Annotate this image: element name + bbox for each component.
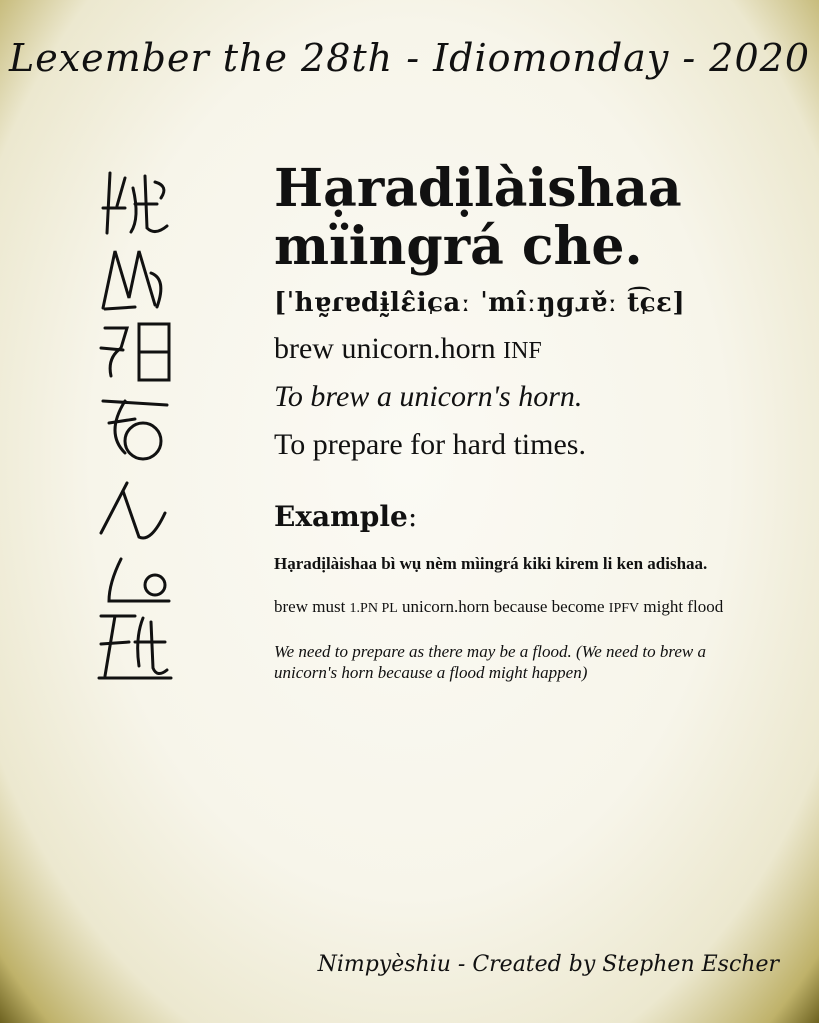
- entry-content: [274, 160, 794, 683]
- example-heading: [274, 500, 794, 533]
- script-glyph-1: [95, 168, 175, 238]
- headword-line-2: mïingrá che.: [274, 216, 643, 277]
- script-glyph-3: [95, 318, 175, 388]
- script-glyph-5: [95, 473, 175, 548]
- gloss-tag: INF: [503, 338, 542, 364]
- native-script-column: [95, 168, 175, 688]
- headword-line-1: Hạradịlàishaa: [274, 158, 682, 219]
- ipa-transcription: [ˈhɐ̰ɾɐdɨ̰lɛ̂iɕaː ˈmîːŋɡɹɐ̌ː t͡ɕɛ]: [274, 288, 686, 318]
- gloss-words: brew unicorn.horn: [274, 332, 496, 365]
- example-sentence: Hạradịlàishaa bì wụ nèm mìingrá kiki kirem li ken adishaa.: [274, 554, 708, 573]
- example-gloss-part: might flood: [643, 597, 724, 616]
- example-gloss-part: IPFV: [608, 601, 640, 616]
- headword: [274, 160, 794, 276]
- page-title: Lexember the 28th - Idiomonday - 2020: [8, 36, 811, 80]
- example-heading-label: Example: [274, 500, 408, 533]
- example-translation: We need to prepare as there may be a flood. (We need to brew a unicorn's horn because a flood might happen): [274, 642, 706, 682]
- interlinear-gloss: [274, 332, 794, 366]
- script-glyph-4: [95, 393, 175, 468]
- literal-translation: To brew a unicorn's horn.: [274, 380, 583, 413]
- example-gloss-part: unicorn.horn because become: [402, 597, 605, 616]
- example-gloss-part: brew must: [274, 597, 346, 616]
- script-glyph-7: [95, 608, 175, 688]
- example-heading-colon: :: [407, 500, 418, 533]
- script-glyph-2: [95, 243, 175, 313]
- script-glyph-6: [95, 553, 175, 613]
- example-gloss: [274, 596, 764, 619]
- footer-credit: Nimpyèshiu - Created by Stephen Escher: [317, 952, 779, 977]
- example-gloss-part: 1.PN PL: [349, 601, 398, 616]
- idiomatic-meaning: To prepare for hard times.: [274, 428, 586, 461]
